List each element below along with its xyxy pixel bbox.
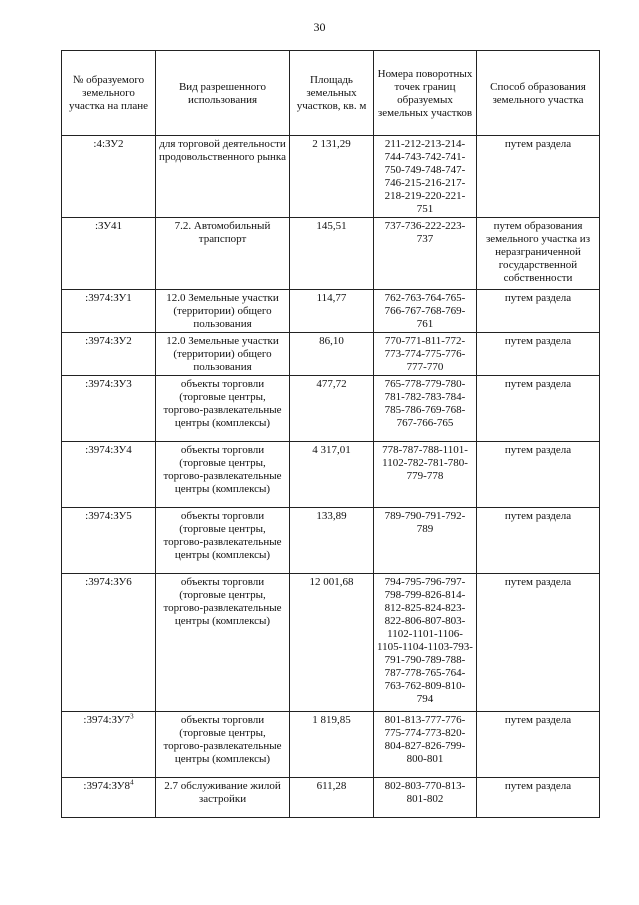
table-row bbox=[62, 136, 600, 218]
table-row bbox=[62, 442, 600, 508]
table-row bbox=[62, 376, 600, 442]
plot-number-cell: :3974:ЗУ5 bbox=[62, 508, 156, 574]
table-row bbox=[62, 290, 600, 333]
permitted-use-cell: 12.0 Земельные участки (территории) общего пользования bbox=[156, 290, 290, 333]
formation-method-cell: путем образования земельного участка из неразграниченной государственной собственности bbox=[477, 218, 600, 290]
formation-method-cell: путем раздела bbox=[477, 376, 600, 442]
plot-number-cell: :3974:ЗУ4 bbox=[62, 442, 156, 508]
area-cell: 611,28 bbox=[290, 778, 374, 818]
boundary-points-cell: 794-795-796-797-798-799-826-814-812-825-824-823-822-806-807-803-1102-1101-1106-1105-1104-1103-793-791-790-789-788-787-778-765-764-763-762-809-810-794 bbox=[374, 574, 477, 712]
plot-number-cell: :3974:ЗУ2 bbox=[62, 333, 156, 376]
plot-number-cell: :3974:ЗУ3 bbox=[62, 376, 156, 442]
area-cell: 86,10 bbox=[290, 333, 374, 376]
formation-method-cell: путем раздела bbox=[477, 574, 600, 712]
boundary-points-cell: 789-790-791-792-789 bbox=[374, 508, 477, 574]
boundary-points-cell: 801-813-777-776-775-774-773-820-804-827-826-799-800-801 bbox=[374, 712, 477, 778]
formation-method-cell: путем раздела bbox=[477, 442, 600, 508]
plot-number-cell: :ЗУ41 bbox=[62, 218, 156, 290]
plot-number-cell: :4:ЗУ2 bbox=[62, 136, 156, 218]
boundary-points-cell: 778-787-788-1101-1102-782-781-780-779-778 bbox=[374, 442, 477, 508]
area-cell: 477,72 bbox=[290, 376, 374, 442]
header-permitted-use: Вид разрешенного использования bbox=[156, 51, 290, 136]
boundary-points-cell: 211-212-213-214-744-743-742-741-750-749-748-747-746-215-216-217-218-219-220-221-751 bbox=[374, 136, 477, 218]
header-boundary-points: Номера поворотных точек границ образуемых земельных участков bbox=[374, 51, 477, 136]
table-row bbox=[62, 712, 600, 778]
boundary-points-cell: 765-778-779-780-781-782-783-784-785-786-769-768-767-766-765 bbox=[374, 376, 477, 442]
plot-number-cell: $:3974:ЗУ8^4$ bbox=[62, 778, 156, 818]
table-row bbox=[62, 778, 600, 818]
header-plot-number: № образуемого земельного участка на плане bbox=[62, 51, 156, 136]
page-number: 30 bbox=[313, 20, 326, 34]
formation-method-cell: путем раздела bbox=[477, 290, 600, 333]
formation-method-cell: путем раздела bbox=[477, 712, 600, 778]
area-cell: 114,77 bbox=[290, 290, 374, 333]
land-plots-table bbox=[61, 50, 600, 818]
permitted-use-cell: объекты торговли (торговые центры, торгово-развлекательные центры (комплексы) bbox=[156, 574, 290, 712]
boundary-points-cell: 802-803-770-813-801-802 bbox=[374, 778, 477, 818]
permitted-use-cell: объекты торговли (торговые центры, торгово-развлекательные центры (комплексы) bbox=[156, 442, 290, 508]
table-header-row bbox=[62, 51, 600, 136]
area-cell: 1 819,85 bbox=[290, 712, 374, 778]
permitted-use-cell: для торговой деятельности продовольственного рынка bbox=[156, 136, 290, 218]
formation-method-cell: путем раздела bbox=[477, 778, 600, 818]
plot-number-cell: :3974:ЗУ1 bbox=[62, 290, 156, 333]
table-row bbox=[62, 218, 600, 290]
plot-number-cell: :3974:ЗУ6 bbox=[62, 574, 156, 712]
permitted-use-cell: объекты торговли (торговые центры, торгово-развлекательные центры (комплексы) bbox=[156, 376, 290, 442]
plot-number-cell: $:3974:ЗУ7^3$ bbox=[62, 712, 156, 778]
boundary-points-cell: 737-736-222-223-737 bbox=[374, 218, 477, 290]
boundary-points-cell: 770-771-811-772-773-774-775-776-777-770 bbox=[374, 333, 477, 376]
area-cell: 2 131,29 bbox=[290, 136, 374, 218]
formation-method-cell: путем раздела bbox=[477, 333, 600, 376]
area-cell: 133,89 bbox=[290, 508, 374, 574]
table-row bbox=[62, 333, 600, 376]
header-formation-method: Способ образования земельного участка bbox=[477, 51, 600, 136]
permitted-use-cell: объекты торговли (торговые центры, торгово-развлекательные центры (комплексы) bbox=[156, 712, 290, 778]
area-cell: 12 001,68 bbox=[290, 574, 374, 712]
boundary-points-cell: 762-763-764-765-766-767-768-769-761 bbox=[374, 290, 477, 333]
permitted-use-cell: 2.7 обслуживание жилой застройки bbox=[156, 778, 290, 818]
formation-method-cell: путем раздела bbox=[477, 508, 600, 574]
permitted-use-cell: 12.0 Земельные участки (территории) общего пользования bbox=[156, 333, 290, 376]
permitted-use-cell: объекты торговли (торговые центры, торгово-развлекательные центры (комплексы) bbox=[156, 508, 290, 574]
table-row bbox=[62, 508, 600, 574]
area-cell: 145,51 bbox=[290, 218, 374, 290]
area-cell: 4 317,01 bbox=[290, 442, 374, 508]
table-row bbox=[62, 574, 600, 712]
permitted-use-cell: 7.2. Автомобильный трапспорт bbox=[156, 218, 290, 290]
header-area: Площадь земельных участков, кв. м bbox=[290, 51, 374, 136]
formation-method-cell: путем раздела bbox=[477, 136, 600, 218]
